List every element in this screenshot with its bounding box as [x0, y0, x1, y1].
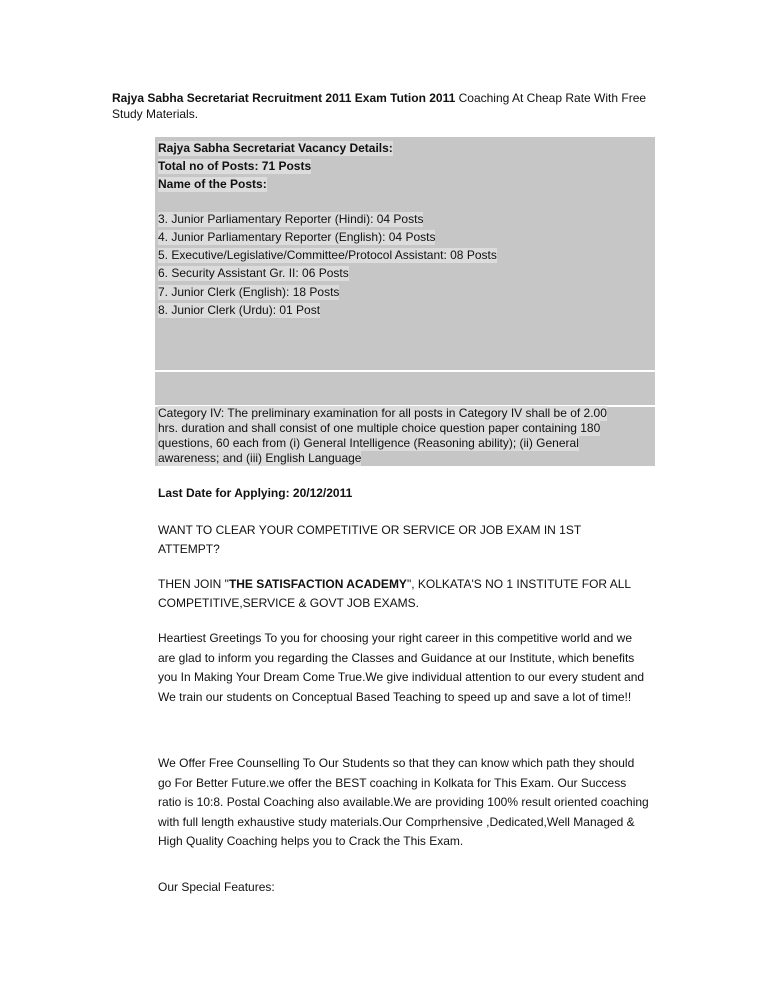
vacancy-heading: Rajya Sabha Secretariat Vacancy Details: [158, 141, 393, 155]
post-item: 4. Junior Parliamentary Reporter (English): 04 Posts [158, 230, 436, 244]
vacancy-names-label: Name of the Posts: [158, 177, 267, 191]
post-item: 3. Junior Parliamentary Reporter (Hindi): 04 Posts [158, 212, 424, 226]
special-features-heading: Our Special Features: [158, 880, 275, 894]
post-item: 5. Executive/Legislative/Committee/Protocol Assistant: 08 Posts [158, 248, 497, 262]
vacancy-total: Total no of Posts: 71 Posts [158, 159, 312, 173]
vacancy-table-empty-row [155, 372, 655, 405]
category-line: hrs. duration and shall consist of one multiple choice question paper containing 180 [158, 421, 601, 435]
category-line: awareness; and (iii) English Language [158, 451, 362, 465]
want-clear-paragraph: WANT TO CLEAR YOUR COMPETITIVE OR SERVICE OR JOB EXAM IN 1ST ATTEMPT? [158, 523, 581, 556]
post-item: 7. Junior Clerk (English): 18 Posts [158, 285, 340, 299]
greetings-paragraph: Heartiest Greetings To you for choosing your right career in this competitive world and we are glad to inform you regarding the Classes and Guidance at our Institute, which benefits you In Making Your Dream Come True.We give individual attention to our every student and We train our students on Conceptual Based Teaching to speed up and save a lot of time!! [158, 631, 645, 704]
join-text-after: ", KOLKATA'S NO 1 INSTITUTE FOR ALL COMPETITIVE,SERVICE & GOVT JOB EXAMS. [158, 577, 631, 610]
join-paragraph [158, 575, 648, 613]
post-item: 6. Security Assistant Gr. II: 06 Posts [158, 266, 349, 280]
academy-name: THE SATISFACTION ACADEMY [228, 577, 407, 591]
counselling-paragraph: We Offer Free Counselling To Our Students so that they can know which path they should go For Better Future.we offer the BEST coaching in Kolkata for This Exam. Our Success ratio is 10:8. Postal Coaching also available.We are providing 100% result oriented coaching with full length exhaustive study materials.Our Comprhensive ,Dedicated,Well Managed & High Quality Coaching helps you to Crack the This Exam. [158, 756, 649, 848]
post-item: 8. Junior Clerk (Urdu): 01 Post [158, 303, 321, 317]
last-date: Last Date for Applying: 20/12/2011 [158, 486, 353, 500]
intro-paragraph [112, 90, 672, 122]
document-title-rest: Coaching At Cheap Rate With Free Study Materials. [112, 91, 647, 121]
category-line: questions, 60 each from (i) General Intelligence (Reasoning ability); (ii) General [158, 436, 579, 450]
category-line: Category IV: The preliminary examination for all posts in Category IV shall be of 2.00 [158, 406, 607, 420]
document-title: Rajya Sabha Secretariat Recruitment 2011 Exam Tution 2011 [112, 91, 456, 105]
vacancy-table-empty-row [155, 337, 655, 370]
join-text-before: THEN JOIN " [158, 577, 229, 591]
